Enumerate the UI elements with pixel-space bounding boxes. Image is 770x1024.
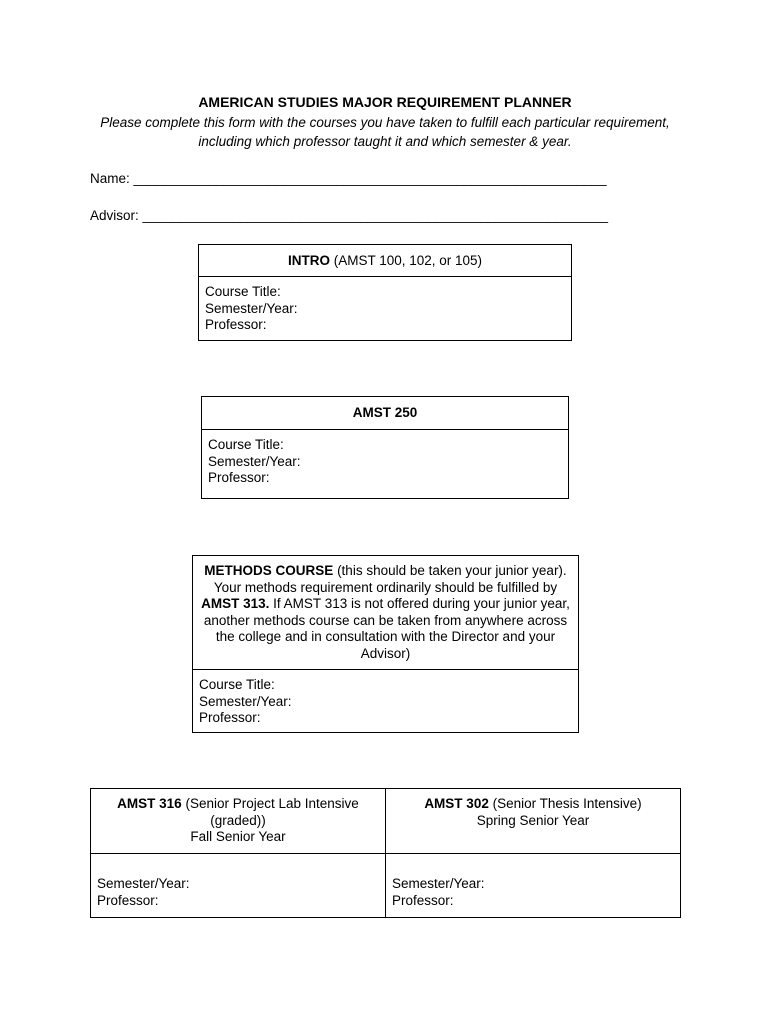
amst250-box — [201, 396, 569, 499]
methods-title: METHODS COURSE — [204, 563, 334, 578]
instructions — [60, 113, 710, 151]
amst250-fields — [202, 430, 568, 494]
intro-professor-field[interactable]: Professor: — [205, 317, 267, 332]
name-field[interactable]: Name: _______________________________________________________________ — [90, 171, 607, 186]
amst302-timing: Spring Senior Year — [476, 812, 590, 828]
amst302-description: (Senior Thesis Intensive) — [488, 796, 642, 811]
amst250-header — [202, 397, 568, 430]
senior-courses-fields-row — [91, 854, 681, 918]
amst316-title: AMST 316 — [117, 796, 182, 811]
intro-box — [198, 244, 572, 341]
amst302-fields-cell — [386, 854, 681, 918]
intro-fields — [199, 277, 571, 341]
advisor-field[interactable]: Advisor: ______________________________________________________________ — [90, 208, 609, 223]
page-title: AMERICAN STUDIES MAJOR REQUIREMENT PLANNER — [198, 94, 572, 110]
methods-semester-year-field[interactable]: Semester/Year: — [199, 693, 292, 709]
intro-header — [199, 245, 571, 277]
amst316-description: (Senior Project Lab Intensive (graded)) — [181, 796, 359, 828]
amst316-timing: Fall Senior Year — [190, 829, 286, 844]
methods-course-code: AMST 313. — [201, 596, 270, 611]
amst302-title: AMST 302 — [424, 796, 489, 811]
methods-professor-field[interactable]: Professor: — [199, 710, 261, 725]
amst316-fields-cell — [91, 854, 386, 918]
senior-courses-header-row — [91, 789, 681, 854]
amst250-title: AMST 250 — [352, 405, 418, 420]
methods-description-part-1: (this should be taken your junior year). Your methods requirement ordinarily should be fulfilled by — [213, 563, 567, 595]
methods-header — [193, 556, 578, 670]
amst316-header-cell — [91, 789, 386, 854]
senior-courses-table — [90, 788, 681, 918]
amst250-course-title-field[interactable]: Course Title: — [208, 437, 284, 452]
amst302-header-cell — [386, 789, 681, 854]
amst316-professor-field[interactable]: Professor: — [97, 892, 159, 908]
amst250-professor-field[interactable]: Professor: — [208, 470, 270, 485]
amst250-semester-year-field[interactable]: Semester/Year: — [208, 453, 301, 469]
amst302-semester-year-field[interactable]: Semester/Year: — [392, 876, 485, 891]
methods-description-part-2: If AMST 313 is not offered during your junior year, another methods course can be taken from anywhere across the college and in consultation with the Director and your Advisor) — [203, 596, 570, 661]
instructions-line-2: including which professor taught it and which semester & year. — [198, 134, 572, 149]
amst316-semester-year-field[interactable]: Semester/Year: — [97, 876, 190, 891]
methods-box — [192, 555, 579, 733]
intro-title: INTRO — [287, 253, 330, 268]
intro-course-title-field[interactable]: Course Title: — [205, 284, 281, 299]
amst302-professor-field[interactable]: Professor: — [392, 892, 454, 908]
instructions-line-1: Please complete this form with the courses you have taken to fulfill each particular requirement, — [100, 115, 670, 130]
methods-fields — [193, 670, 578, 734]
intro-semester-year-field[interactable]: Semester/Year: — [205, 300, 298, 316]
methods-course-title-field[interactable]: Course Title: — [199, 677, 275, 692]
intro-course-options: (AMST 100, 102, or 105) — [329, 253, 483, 268]
